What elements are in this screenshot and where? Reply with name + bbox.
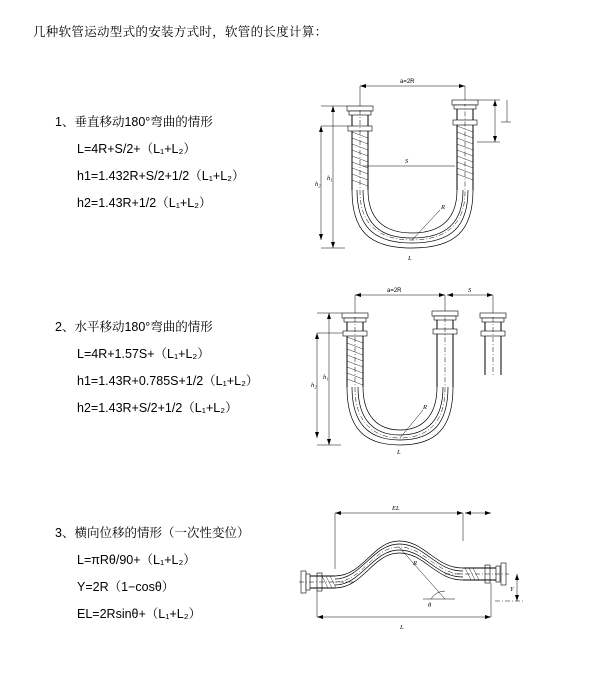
section-1-text — [55, 112, 305, 211]
svg-text:h₂: h₂ — [311, 382, 317, 389]
svg-text:R: R — [441, 204, 445, 211]
section-1-title: 1、垂直移动180°弯曲的情形 — [55, 115, 213, 129]
svg-text:h₁: h₁ — [323, 374, 329, 381]
lateral-displacement-diagram — [295, 495, 525, 635]
section-3-formula-3: EL=2Rsinθ+（L₁+L₂） — [77, 607, 202, 621]
svg-text:S: S — [405, 158, 409, 165]
section-2-text — [55, 317, 305, 416]
svg-text:L: L — [408, 255, 412, 260]
section-2-formula-1: L=4R+1.57S+（L₁+L₂） — [77, 347, 210, 361]
vertical-180-bend-diagram — [305, 70, 525, 260]
svg-text:h₂: h₂ — [315, 181, 321, 188]
section-2-formula-3: h2=1.43R+S/2+1/2（L₁+L₂） — [77, 401, 238, 415]
svg-text:θ: θ — [428, 602, 432, 609]
section-3-title: 3、横向位移的情形（一次性变位） — [55, 526, 250, 540]
section-1-formula-1: L=4R+S/2+（L₁+L₂） — [77, 142, 196, 156]
section-1-formula-3: h2=1.43R+1/2（L₁+L₂） — [77, 196, 212, 210]
svg-text:R: R — [423, 404, 427, 411]
svg-text:a=2R: a=2R — [400, 79, 415, 85]
section-3-formula-2: Y=2R（1−cosθ） — [77, 580, 175, 594]
section-2-title: 2、水平移动180°弯曲的情形 — [55, 320, 213, 334]
section-3-formula-1: L=πRθ/90+（L₁+L₂） — [77, 553, 196, 567]
svg-text:a=2R: a=2R — [387, 288, 402, 294]
section-3-text — [55, 523, 305, 622]
svg-text:Y: Y — [510, 586, 514, 593]
svg-text:R: R — [413, 560, 417, 567]
svg-text:EL: EL — [392, 505, 400, 512]
horizontal-180-bend-diagram — [305, 275, 525, 455]
svg-text:h₁: h₁ — [327, 175, 333, 182]
page-title: 几种软管运动型式的安装方式时，软管的长度计算： — [33, 25, 328, 39]
svg-text:L: L — [397, 449, 401, 455]
svg-text:S: S — [468, 287, 472, 294]
section-1-formula-2: h1=1.432R+S/2+1/2（L₁+L₂） — [77, 169, 245, 183]
svg-text:L: L — [400, 624, 404, 631]
section-2-formula-2: h1=1.43R+0.785S+1/2（L₁+L₂） — [77, 374, 259, 388]
